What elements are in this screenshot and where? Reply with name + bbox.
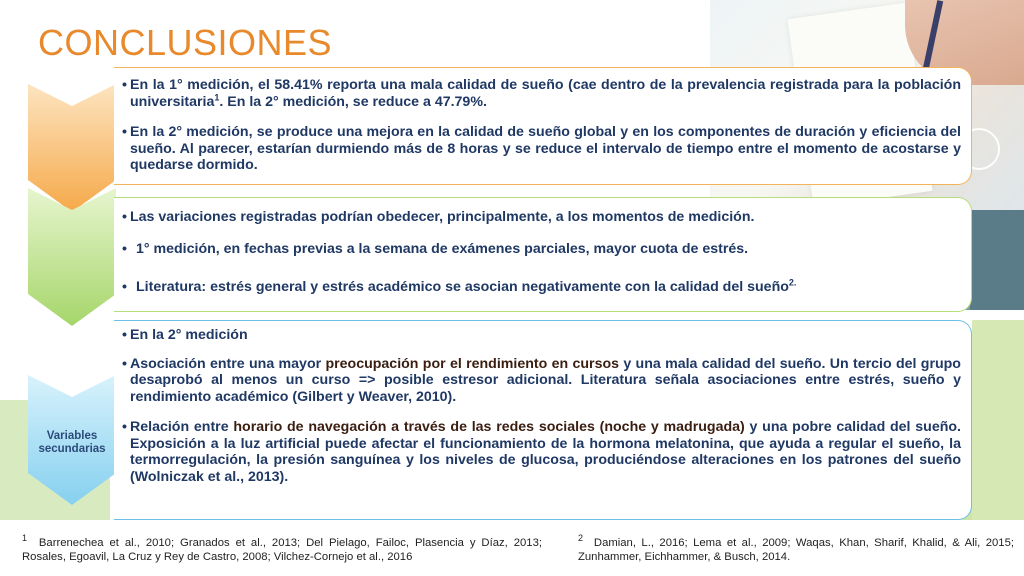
bullet-icon: • bbox=[122, 419, 127, 435]
conclusion-box-3 bbox=[114, 320, 972, 520]
bullet-item: • En la 2° medición, se produce una mejora en la calidad de sueño global y en los componentes de duración y eficiencia del sueño. Al parecer, estarían durmiendo más de 8 horas y se reduce el intervalo de tiempo entre el momento de acostarse y quedarse dormido. bbox=[122, 124, 961, 173]
bullet-icon: • bbox=[122, 327, 127, 343]
bullet-icon: • bbox=[122, 279, 127, 295]
conclusion-box-2 bbox=[114, 197, 972, 312]
bullet-icon: • bbox=[122, 77, 127, 93]
bullet-item: • 1° medición, en fechas previas a la semana de exámenes parciales, mayor cuota de estrés. bbox=[122, 240, 749, 257]
conclusion-box-1 bbox=[114, 67, 972, 185]
decor-block bbox=[970, 210, 1024, 310]
bullet-item: • Literatura: estrés general y estrés académico se asocian negativamente con la calidad del sueño$^{2.}$ bbox=[122, 277, 797, 295]
slide-title: CONCLUSIONES bbox=[38, 22, 333, 63]
bullet-icon: • bbox=[122, 240, 127, 257]
bullet-icon: • bbox=[122, 355, 127, 372]
bullet-icon: • bbox=[122, 124, 127, 140]
chevron-label: Variables secundarias bbox=[38, 430, 106, 455]
footnote-1: $^1$ Barrenechea et al., 2010; Granados et al., 2013; Del Pielago, Failoc, Plasencia y Díaz, 2013; Rosales, Egoavil, La Cruz y Rey de Castro, 2008; Vilchez-Cornejo et al., 2016 bbox=[22, 533, 542, 563]
bullet-icon: • bbox=[122, 209, 127, 225]
bullet-item: • Relación entre horario de navegación a través de las redes sociales (noche y madrugada) y una pobre calidad del sueño. Exposición a la luz artificial puede afectar el funcionamiento de la hormona melatonina, que ayuda a regular el sueño, la termorregulación, la presión sanguínea y los niveles de glucosa, produciéndose alteraciones en los patrones del sueño (Wolniczak et al., 2013). bbox=[122, 419, 961, 485]
bullet-item: • Las variaciones registradas podrían obedecer, principalmente, a los momentos de medición. bbox=[122, 209, 755, 225]
decor-block bbox=[972, 320, 1024, 520]
bullet-item: • Asociación entre una mayor preocupación por el rendimiento en cursos y una mala calidad del sueño. Un tercio del grupo desaprobó al menos un curso => posible estresor adicional. Literatura señala asociaciones entre estrés, sueño y rendimiento académico (Gilbert y Weaver, 2010). bbox=[122, 355, 961, 405]
bullet-item: • En la 1° medición, el 58.41% reporta una mala calidad de sueño (cae dentro de la prevalencia registrada para la población universitaria$^1$. En la 2° medición, se reduce a 47.79%. bbox=[122, 77, 961, 110]
footnote-2: $^2$ Damian, L., 2016; Lema et al., 2009; Waqas, Khan, Sharif, Khalid, & Ali, 2015; Zunhammer, Eichhammer, & Busch, 2014. bbox=[578, 533, 1015, 563]
bullet-item: • En la 2° medición bbox=[122, 327, 248, 343]
chevron-2 bbox=[28, 188, 116, 326]
